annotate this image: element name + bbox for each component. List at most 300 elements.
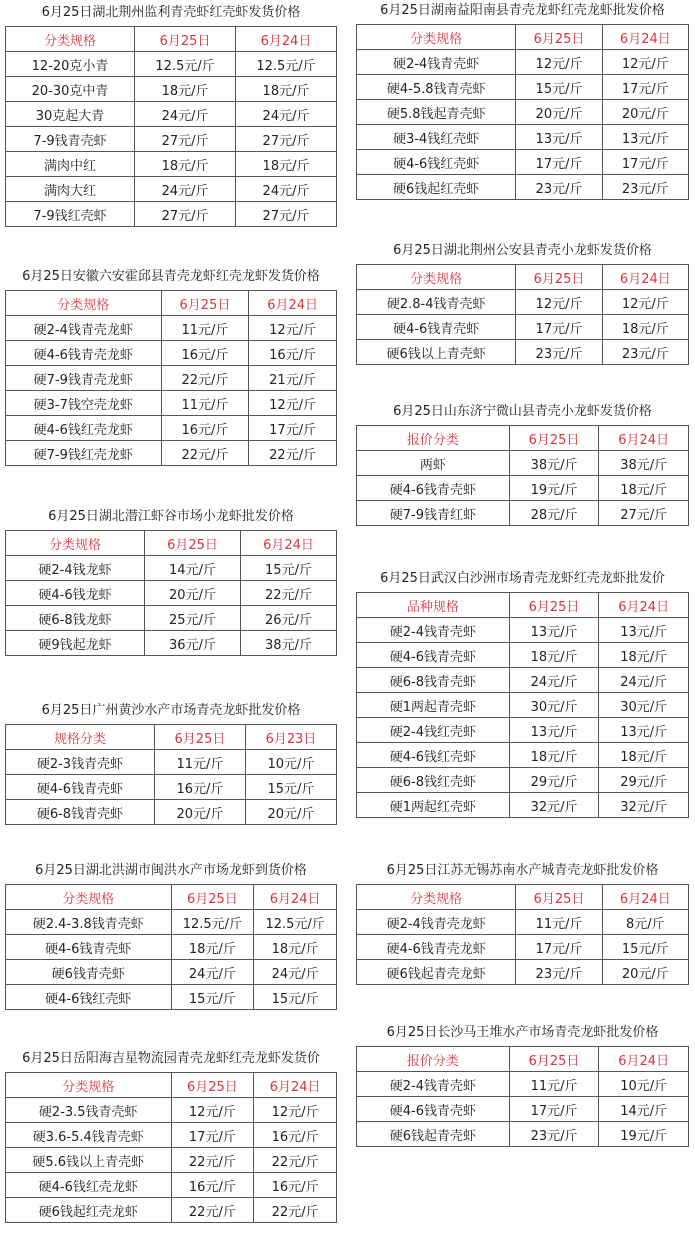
price-table	[356, 884, 689, 985]
spec-cell: 硬2-4钱青壳龙虾	[6, 316, 162, 341]
price-cell: 16元/斤	[154, 775, 245, 800]
price-cell: 18元/斤	[599, 643, 689, 668]
price-cell: 21元/斤	[249, 366, 337, 391]
spec-cell: 硬4-6钱青壳虾	[357, 315, 516, 340]
header-cell: 6月24日	[599, 1047, 689, 1072]
price-table	[5, 884, 337, 1010]
price-cell: 24元/斤	[135, 177, 236, 202]
header-cell: 规格分类	[6, 725, 155, 750]
price-cell: 17元/斤	[516, 315, 602, 340]
price-block	[356, 403, 689, 526]
price-cell: 12元/斤	[249, 391, 337, 416]
block-title: 6月25日湖南益阳南县青壳龙虾红壳龙虾批发价格	[380, 3, 665, 18]
price-cell: 29元/斤	[599, 768, 689, 793]
spec-cell: 硬6钱起青壳龙虾	[357, 960, 516, 985]
price-cell: 24元/斤	[509, 668, 599, 693]
header-cell: 6月25日	[161, 291, 249, 316]
price-cell: 27元/斤	[236, 202, 337, 227]
price-cell: 18元/斤	[509, 743, 599, 768]
header-cell: 6月25日	[145, 531, 241, 556]
table-row	[357, 501, 689, 526]
spec-cell: 硬4-6钱青壳虾	[357, 1097, 510, 1122]
table-row	[6, 366, 337, 391]
table-row	[6, 1173, 337, 1198]
price-cell: 23元/斤	[516, 175, 602, 200]
spec-cell: 硬2-4钱青壳龙虾	[357, 910, 516, 935]
block-title: 6月25日湖北潜江虾谷市场小龙虾批发价格	[48, 509, 294, 524]
price-cell: 20元/斤	[602, 960, 688, 985]
spec-cell: 硬2-4钱龙虾	[6, 556, 145, 581]
block-title: 6月25日湖北洪湖市闽洪水产市场龙虾到货价格	[35, 863, 307, 878]
price-cell: 17元/斤	[516, 150, 602, 175]
price-cell: 20元/斤	[154, 800, 245, 825]
price-cell: 24元/斤	[236, 177, 337, 202]
price-cell: 8元/斤	[602, 910, 688, 935]
block-title: 6月25日岳阳海吉星物流园青壳龙虾红壳龙虾发货价	[22, 1051, 320, 1066]
table-header-row	[6, 725, 337, 750]
price-block	[5, 862, 337, 1010]
price-cell: 15元/斤	[254, 985, 337, 1010]
spec-cell: 硬2.8-4钱青壳虾	[357, 290, 516, 315]
table-row	[6, 127, 337, 152]
table-row	[357, 1072, 689, 1097]
price-cell: 27元/斤	[135, 127, 236, 152]
price-cell: 13元/斤	[599, 618, 689, 643]
header-cell: 6月25日	[509, 426, 599, 451]
table-row	[6, 1198, 337, 1223]
price-cell: 19元/斤	[509, 476, 599, 501]
table-row	[357, 451, 689, 476]
table-row	[6, 102, 337, 127]
price-table	[5, 1072, 337, 1223]
table-header-row	[357, 426, 689, 451]
price-cell: 13元/斤	[602, 125, 688, 150]
header-cell: 6月24日	[599, 426, 689, 451]
spec-cell: 12-20克小青	[6, 52, 135, 77]
price-cell: 27元/斤	[135, 202, 236, 227]
price-cell: 18元/斤	[171, 935, 254, 960]
price-table	[5, 26, 337, 227]
block-title: 6月25日湖北荆州公安县青壳小龙虾发货价格	[393, 243, 652, 258]
spec-cell: 硬4-6钱红壳龙虾	[6, 1173, 172, 1198]
header-cell: 报价分类	[357, 426, 510, 451]
price-cell: 15元/斤	[602, 935, 688, 960]
table-row	[357, 768, 689, 793]
table-header-row	[357, 1047, 689, 1072]
price-cell: 12.5元/斤	[135, 52, 236, 77]
block-title: 6月25日江苏无锡苏南水产城青壳龙虾批发价格	[386, 863, 659, 878]
header-cell: 6月25日	[516, 265, 602, 290]
header-cell: 6月24日	[254, 1073, 337, 1098]
table-row	[6, 985, 337, 1010]
spec-cell: 硬6钱青壳虾	[6, 960, 172, 985]
header-cell: 6月24日	[599, 593, 689, 618]
price-cell: 29元/斤	[509, 768, 599, 793]
table-row	[6, 152, 337, 177]
price-cell: 32元/斤	[599, 793, 689, 818]
price-cell: 17元/斤	[509, 1097, 599, 1122]
price-cell: 23元/斤	[602, 175, 688, 200]
spec-cell: 硬6-8钱青壳虾	[6, 800, 155, 825]
price-cell: 17元/斤	[602, 150, 688, 175]
header-cell: 分类规格	[6, 27, 135, 52]
table-header-row	[357, 593, 689, 618]
spec-cell: 硬2-4钱青壳虾	[357, 618, 510, 643]
table-row	[357, 175, 689, 200]
table-row	[6, 77, 337, 102]
price-block	[5, 4, 337, 227]
price-cell: 13元/斤	[599, 718, 689, 743]
price-cell: 24元/斤	[254, 960, 337, 985]
header-cell: 6月25日	[509, 593, 599, 618]
price-cell: 38元/斤	[241, 631, 337, 656]
price-cell: 23元/斤	[516, 340, 602, 365]
price-cell: 25元/斤	[145, 606, 241, 631]
header-cell: 6月25日	[509, 1047, 599, 1072]
price-block	[356, 570, 689, 818]
table-row	[6, 177, 337, 202]
table-row	[6, 960, 337, 985]
header-cell: 6月25日	[135, 27, 236, 52]
table-row	[6, 750, 337, 775]
header-cell: 6月25日	[171, 1073, 254, 1098]
block-title: 6月25日山东济宁微山县青壳小龙虾发货价格	[393, 404, 652, 419]
spec-cell: 硬3-4钱红壳虾	[357, 125, 516, 150]
price-block	[5, 268, 337, 466]
block-title: 6月25日广州黄沙水产市场青壳龙虾批发价格	[41, 703, 301, 718]
header-cell: 分类规格	[357, 25, 516, 50]
spec-cell: 硬2-3钱青壳虾	[6, 750, 155, 775]
table-row	[6, 631, 337, 656]
price-cell: 22元/斤	[249, 441, 337, 466]
price-block	[5, 1050, 337, 1223]
spec-cell: 硬4-6钱红壳龙虾	[6, 416, 162, 441]
price-cell: 13元/斤	[509, 718, 599, 743]
price-cell: 36元/斤	[145, 631, 241, 656]
price-cell: 18元/斤	[509, 643, 599, 668]
price-cell: 18元/斤	[135, 77, 236, 102]
table-row	[357, 150, 689, 175]
price-cell: 27元/斤	[236, 127, 337, 152]
spec-cell: 硬6钱起青壳虾	[357, 1122, 510, 1147]
price-cell: 22元/斤	[241, 581, 337, 606]
spec-cell: 硬6-8钱青壳虾	[357, 668, 510, 693]
table-row	[6, 316, 337, 341]
table-row	[357, 125, 689, 150]
spec-cell: 硬2.4-3.8钱青壳虾	[6, 910, 172, 935]
price-table	[356, 264, 689, 365]
spec-cell: 硬6钱以上青壳虾	[357, 340, 516, 365]
table-header-row	[6, 1073, 337, 1098]
header-cell: 分类规格	[6, 531, 145, 556]
table-header-row	[6, 531, 337, 556]
price-cell: 38元/斤	[599, 451, 689, 476]
spec-cell: 硬2-4钱青壳虾	[357, 1072, 510, 1097]
price-cell: 12元/斤	[602, 50, 688, 75]
price-cell: 24元/斤	[236, 102, 337, 127]
price-block	[356, 862, 689, 985]
table-row	[357, 618, 689, 643]
price-cell: 12.5元/斤	[171, 910, 254, 935]
table-row	[357, 1122, 689, 1147]
table-header-row	[357, 885, 689, 910]
table-row	[6, 52, 337, 77]
spec-cell: 硬4-6钱红壳虾	[357, 743, 510, 768]
header-cell: 6月24日	[249, 291, 337, 316]
price-table	[356, 425, 689, 526]
price-cell: 16元/斤	[161, 416, 249, 441]
price-cell: 14元/斤	[599, 1097, 689, 1122]
header-cell: 6月24日	[602, 885, 688, 910]
table-row	[6, 416, 337, 441]
table-row	[6, 606, 337, 631]
price-table	[5, 290, 337, 466]
spec-cell: 满肉中红	[6, 152, 135, 177]
price-cell: 17元/斤	[249, 416, 337, 441]
header-cell: 6月24日	[254, 885, 337, 910]
header-cell: 6月25日	[516, 25, 602, 50]
spec-cell: 硬2-4钱红壳虾	[357, 718, 510, 743]
price-cell: 18元/斤	[236, 152, 337, 177]
header-cell: 报价分类	[357, 1047, 510, 1072]
price-cell: 22元/斤	[161, 441, 249, 466]
header-cell: 6月25日	[516, 885, 602, 910]
table-row	[357, 935, 689, 960]
header-cell: 分类规格	[6, 885, 172, 910]
price-cell: 24元/斤	[171, 960, 254, 985]
price-cell: 14元/斤	[145, 556, 241, 581]
table-row	[6, 910, 337, 935]
price-cell: 11元/斤	[509, 1072, 599, 1097]
price-cell: 12元/斤	[171, 1098, 254, 1123]
price-cell: 12.5元/斤	[254, 910, 337, 935]
price-cell: 17元/斤	[516, 935, 602, 960]
price-cell: 12元/斤	[254, 1098, 337, 1123]
table-row	[357, 476, 689, 501]
header-cell: 分类规格	[357, 265, 516, 290]
price-cell: 38元/斤	[509, 451, 599, 476]
price-table	[356, 592, 689, 818]
table-row	[6, 775, 337, 800]
spec-cell: 硬5.8钱起青壳虾	[357, 100, 516, 125]
price-cell: 16元/斤	[254, 1123, 337, 1148]
price-cell: 15元/斤	[241, 556, 337, 581]
spec-cell: 硬6钱起红壳龙虾	[6, 1198, 172, 1223]
price-cell: 20元/斤	[245, 800, 336, 825]
spec-cell: 硬4-6钱红壳虾	[357, 150, 516, 175]
price-cell: 23元/斤	[509, 1122, 599, 1147]
header-cell: 6月24日	[602, 265, 688, 290]
price-table	[5, 530, 337, 656]
price-block	[356, 2, 689, 200]
price-cell: 18元/斤	[236, 77, 337, 102]
header-cell: 分类规格	[6, 291, 162, 316]
block-title: 6月25日武汉白沙洲市场青壳龙虾红壳龙虾批发价	[380, 571, 665, 586]
table-header-row	[357, 25, 689, 50]
price-cell: 26元/斤	[241, 606, 337, 631]
table-row	[357, 100, 689, 125]
price-cell: 11元/斤	[516, 910, 602, 935]
header-cell: 6月25日	[154, 725, 245, 750]
table-row	[6, 935, 337, 960]
spec-cell: 硬1两起青壳虾	[357, 693, 510, 718]
price-cell: 11元/斤	[161, 391, 249, 416]
table-row	[6, 1098, 337, 1123]
header-cell: 6月24日	[241, 531, 337, 556]
price-cell: 18元/斤	[602, 315, 688, 340]
price-cell: 18元/斤	[254, 935, 337, 960]
block-title: 6月25日长沙马王堆水产市场青壳龙虾批发价格	[386, 1025, 659, 1040]
spec-cell: 20-30克中青	[6, 77, 135, 102]
price-cell: 22元/斤	[171, 1148, 254, 1173]
table-row	[357, 960, 689, 985]
table-header-row	[6, 27, 337, 52]
table-row	[357, 1097, 689, 1122]
header-cell: 6月24日	[602, 25, 688, 50]
table-row	[6, 391, 337, 416]
price-cell: 15元/斤	[245, 775, 336, 800]
table-row	[6, 341, 337, 366]
table-row	[357, 793, 689, 818]
price-cell: 16元/斤	[171, 1173, 254, 1198]
price-cell: 17元/斤	[171, 1123, 254, 1148]
price-cell: 18元/斤	[599, 476, 689, 501]
price-cell: 22元/斤	[254, 1198, 337, 1223]
price-cell: 24元/斤	[135, 102, 236, 127]
block-title: 6月25日安徽六安霍邱县青壳龙虾红壳龙虾发货价格	[22, 269, 320, 284]
table-header-row	[357, 265, 689, 290]
spec-cell: 硬4-6钱青壳虾	[6, 775, 155, 800]
spec-cell: 7-9钱红壳虾	[6, 202, 135, 227]
spec-cell: 硬3-7钱空壳龙虾	[6, 391, 162, 416]
price-cell: 27元/斤	[599, 501, 689, 526]
spec-cell: 硬4-5.8钱青壳虾	[357, 75, 516, 100]
price-cell: 16元/斤	[161, 341, 249, 366]
header-cell: 分类规格	[357, 885, 516, 910]
price-table	[356, 1046, 689, 1147]
spec-cell: 硬3.6-5.4钱青壳虾	[6, 1123, 172, 1148]
table-row	[357, 315, 689, 340]
table-row	[6, 441, 337, 466]
spec-cell: 7-9钱青壳虾	[6, 127, 135, 152]
price-cell: 22元/斤	[171, 1198, 254, 1223]
spec-cell: 硬4-6钱青壳虾	[357, 476, 510, 501]
price-cell: 12元/斤	[602, 290, 688, 315]
price-cell: 24元/斤	[599, 668, 689, 693]
spec-cell: 硬4-6钱龙虾	[6, 581, 145, 606]
price-cell: 30元/斤	[599, 693, 689, 718]
table-row	[357, 668, 689, 693]
price-block	[5, 508, 337, 656]
table-row	[357, 290, 689, 315]
price-cell: 18元/斤	[599, 743, 689, 768]
spec-cell: 硬2-3.5钱青壳虾	[6, 1098, 172, 1123]
price-cell: 12元/斤	[516, 50, 602, 75]
price-cell: 23元/斤	[602, 340, 688, 365]
table-row	[6, 202, 337, 227]
spec-cell: 硬5.6钱以上青壳虾	[6, 1148, 172, 1173]
table-header-row	[6, 291, 337, 316]
spec-cell: 硬4-6钱青壳龙虾	[357, 935, 516, 960]
price-cell: 10元/斤	[245, 750, 336, 775]
spec-cell: 硬9钱起龙虾	[6, 631, 145, 656]
table-row	[357, 50, 689, 75]
table-row	[357, 910, 689, 935]
price-cell: 28元/斤	[509, 501, 599, 526]
price-cell: 22元/斤	[161, 366, 249, 391]
spec-cell: 硬2-4钱青壳虾	[357, 50, 516, 75]
price-cell: 11元/斤	[154, 750, 245, 775]
price-cell: 13元/斤	[509, 618, 599, 643]
spec-cell: 硬4-6钱红壳虾	[6, 985, 172, 1010]
header-cell: 品种规格	[357, 593, 510, 618]
price-cell: 20元/斤	[516, 100, 602, 125]
header-cell: 分类规格	[6, 1073, 172, 1098]
spec-cell: 满肉大红	[6, 177, 135, 202]
spec-cell: 两虾	[357, 451, 510, 476]
price-cell: 16元/斤	[249, 341, 337, 366]
spec-cell: 硬7-9钱青壳龙虾	[6, 366, 162, 391]
price-cell: 12元/斤	[249, 316, 337, 341]
price-block	[5, 702, 337, 825]
spec-cell: 硬4-6钱青壳龙虾	[6, 341, 162, 366]
price-cell: 22元/斤	[254, 1148, 337, 1173]
table-row	[6, 1148, 337, 1173]
price-cell: 16元/斤	[254, 1173, 337, 1198]
price-cell: 23元/斤	[516, 960, 602, 985]
block-title: 6月25日湖北荆州监利青壳虾红壳虾发货价格	[41, 5, 301, 20]
price-cell: 13元/斤	[516, 125, 602, 150]
price-cell: 19元/斤	[599, 1122, 689, 1147]
table-row	[357, 340, 689, 365]
spec-cell: 硬4-6钱青壳虾	[357, 643, 510, 668]
header-cell: 6月23日	[245, 725, 336, 750]
header-cell: 6月24日	[236, 27, 337, 52]
header-cell: 6月25日	[171, 885, 254, 910]
price-cell: 20元/斤	[602, 100, 688, 125]
price-cell: 32元/斤	[509, 793, 599, 818]
price-cell: 20元/斤	[145, 581, 241, 606]
price-block	[356, 1024, 689, 1147]
price-table	[356, 24, 689, 200]
price-cell: 30元/斤	[509, 693, 599, 718]
price-table	[5, 724, 337, 825]
spec-cell: 硬6-8钱红壳虾	[357, 768, 510, 793]
spec-cell: 硬6-8钱龙虾	[6, 606, 145, 631]
table-row	[6, 800, 337, 825]
table-row	[6, 556, 337, 581]
table-row	[6, 1123, 337, 1148]
price-cell: 15元/斤	[171, 985, 254, 1010]
table-row	[357, 75, 689, 100]
spec-cell: 硬1两起红壳虾	[357, 793, 510, 818]
table-header-row	[6, 885, 337, 910]
price-cell: 12元/斤	[516, 290, 602, 315]
spec-cell: 硬7-9钱红壳龙虾	[6, 441, 162, 466]
table-row	[6, 581, 337, 606]
table-row	[357, 743, 689, 768]
spec-cell: 硬6钱起红壳虾	[357, 175, 516, 200]
price-block	[356, 242, 689, 365]
spec-cell: 硬7-9钱青红虾	[357, 501, 510, 526]
price-cell: 11元/斤	[161, 316, 249, 341]
price-cell: 18元/斤	[135, 152, 236, 177]
price-cell: 15元/斤	[516, 75, 602, 100]
spec-cell: 30克起大青	[6, 102, 135, 127]
table-row	[357, 643, 689, 668]
table-row	[357, 718, 689, 743]
price-cell: 17元/斤	[602, 75, 688, 100]
